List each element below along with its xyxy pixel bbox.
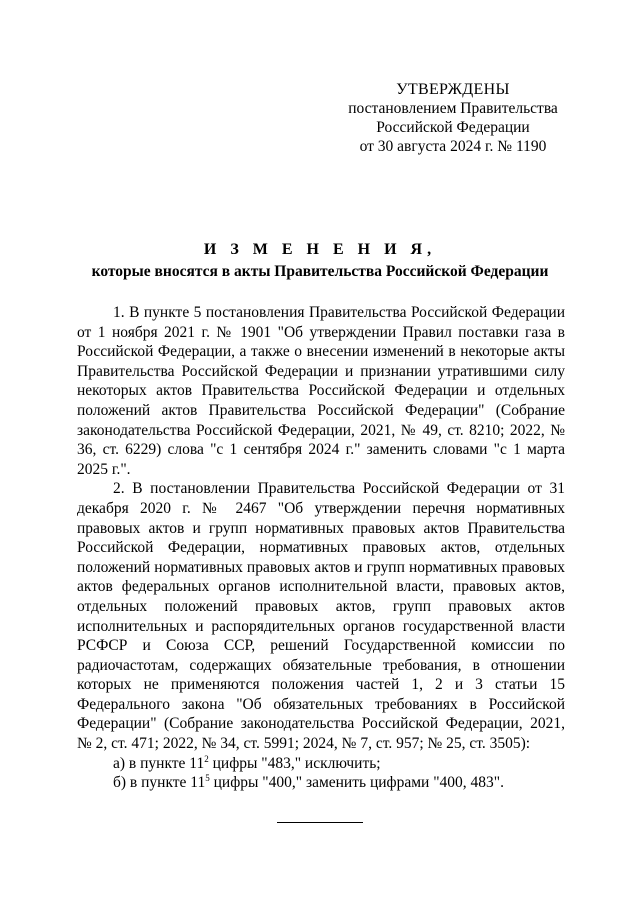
end-divider	[277, 822, 363, 823]
approval-date-line: от 30 августа 2024 г. № 1190	[359, 138, 547, 155]
subparagraph-b	[77, 773, 565, 793]
subparagraph-a-text: а) в пункте 11	[113, 754, 205, 772]
subparagraph-a	[77, 754, 565, 774]
subparagraph-a-text-end: цифры "483," исключить;	[208, 754, 381, 772]
document-body	[77, 303, 565, 793]
subparagraph-b-superscript: 5	[205, 773, 210, 784]
document-title: И З М Е Н Е Н И Я,	[203, 241, 437, 258]
paragraph-2: 2. В постановлении Правительства Российской Федерации от 31 декабря 2020 г. № 2467 "Об утверждении перечня нормативных правовых актов и групп нормативных правовых актов Правительства Российской Федерации, нормативных правовых актов, отдельных положений нормативных правовых актов и групп нормативных правовых актов федеральных органов исполнительной власти, правовых актов, отдельных положений правовых актов, групп правовых актов исполнительных и распорядительных органов государственной власти РСФСР и Союза ССР, решений Государственной комиссии по радиочастотам, содержащих обязательные требования, в отношении которых не применяются положения частей 1, 2 и 3 статьи 15 Федерального закона "Об обязательных требованиях в Российской Федерации" (Собрание законодательства Российской Федерации, 2021, № 2, ст. 471; 2022, № 34, ст. 5991; 2024, № 7, ст. 957; № 25, ст. 3505):	[77, 480, 565, 753]
approval-block	[320, 80, 586, 156]
approval-heading: УТВЕРЖДЕНЫ	[396, 81, 510, 98]
paragraph-1: 1. В пункте 5 постановления Правительства Российской Федерации от 1 ноября 2021 г. № 1901 "Об утверждении Правил поставки газа в Российской Федерации, а также о внесении изменений в некоторые акты Правительства Российской Федерации и признании утратившими силу некоторых актов Правительства Российской Федерации и отдельных положений актов Правительства Российской Федерации" (Собрание законодательства Российской Федерации, 2021, № 49, ст. 8210; 2022, № 36, ст. 6229) слова "с 1 сентября 2024 г." заменить словами "с 1 марта 2025 г.".	[77, 304, 565, 478]
approval-line: постановлением Правительства	[348, 100, 558, 117]
approval-line: Российской Федерации	[376, 119, 530, 136]
subparagraph-a-superscript: 2	[204, 753, 209, 764]
subparagraph-b-text-end: цифры "400," заменить цифрами "400, 483".	[209, 774, 504, 792]
subparagraph-b-text: б) в пункте 11	[113, 774, 206, 792]
document-subtitle: которые вносятся в акты Правительства Российской Федерации	[91, 263, 549, 280]
